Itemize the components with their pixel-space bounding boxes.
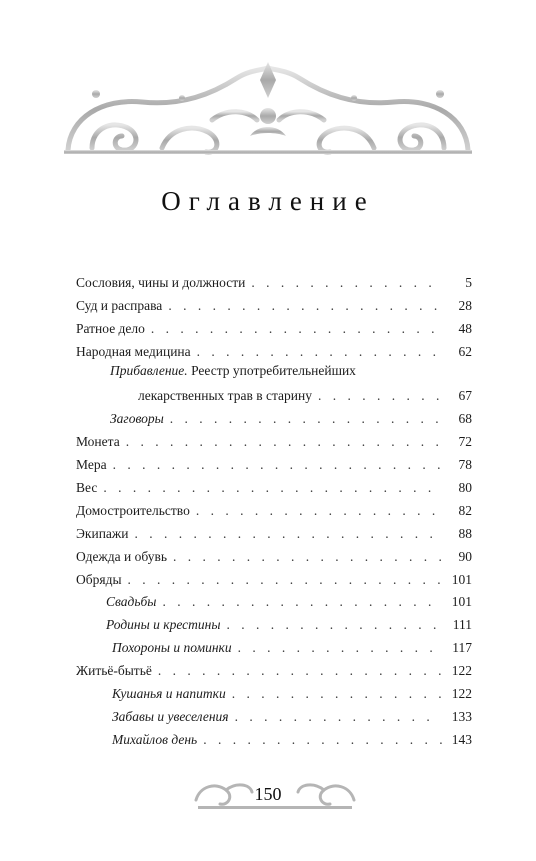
leader-dots bbox=[238, 640, 442, 656]
toc-entry-page: 111 bbox=[452, 617, 472, 633]
toc-entry bbox=[76, 427, 472, 450]
page-title: Оглавление bbox=[161, 186, 375, 216]
toc-entry bbox=[76, 633, 472, 656]
toc-entry bbox=[76, 314, 472, 337]
leader-dots bbox=[168, 298, 442, 314]
toc-entry-label: Экипажи bbox=[76, 525, 129, 541]
toc-entry-multiline bbox=[76, 360, 472, 405]
leader-dots bbox=[128, 572, 442, 588]
toc-entry-page: 68 bbox=[458, 411, 472, 427]
leader-dots bbox=[226, 617, 442, 633]
toc-entry bbox=[76, 565, 472, 588]
toc-entry bbox=[76, 610, 472, 633]
toc-entry bbox=[76, 519, 472, 542]
toc-entry-label: Реестр употребительнейших bbox=[187, 362, 356, 378]
toc-entry-label: Ратное дело bbox=[76, 320, 145, 336]
table-of-contents bbox=[76, 268, 472, 748]
toc-entry-label: Похороны и поминки bbox=[112, 640, 232, 656]
toc-entry-page: 101 bbox=[451, 594, 472, 610]
toc-entry-page: 67 bbox=[458, 388, 472, 404]
toc-entry-page: 122 bbox=[451, 686, 472, 702]
leader-dots bbox=[151, 321, 442, 337]
toc-entry-page: 80 bbox=[458, 480, 472, 496]
toc-entry-page: 72 bbox=[458, 434, 472, 450]
toc-entry-prefix: Прибавление. bbox=[110, 362, 188, 378]
toc-entry-label: Заговоры bbox=[110, 411, 164, 427]
toc-entry-label: Житьё-бытьё bbox=[76, 663, 152, 679]
leader-dots bbox=[235, 709, 442, 725]
toc-entry-label: Народная медицина bbox=[76, 343, 191, 359]
toc-entry-page: 133 bbox=[451, 708, 472, 724]
toc-entry-page: 48 bbox=[458, 320, 472, 336]
leader-dots bbox=[113, 457, 442, 473]
toc-entry bbox=[76, 679, 472, 702]
toc-entry-label: Вес bbox=[76, 480, 98, 496]
toc-entry bbox=[76, 656, 472, 679]
toc-entry-label: Обряды bbox=[76, 571, 122, 587]
toc-entry-page: 88 bbox=[458, 525, 472, 541]
toc-entry bbox=[76, 725, 472, 748]
toc-entry-page: 82 bbox=[458, 502, 472, 518]
toc-entry-page: 90 bbox=[458, 548, 472, 564]
toc-entry-label-continued: лекарственных трав в старину bbox=[138, 388, 312, 404]
toc-entry-page: 122 bbox=[451, 663, 472, 679]
toc-entry-label: Суд и расправа bbox=[76, 297, 163, 313]
toc-entry bbox=[76, 450, 472, 473]
toc-entry-label: Родины и крестины bbox=[106, 617, 221, 633]
toc-entry-line2 bbox=[110, 382, 472, 405]
toc-entry bbox=[76, 291, 472, 314]
toc-entry-page: 117 bbox=[452, 640, 472, 656]
toc-entry bbox=[76, 337, 472, 360]
leader-dots bbox=[232, 686, 442, 702]
toc-entry-line1 bbox=[110, 360, 472, 382]
leader-dots bbox=[251, 275, 442, 291]
toc-entry-label: Забавы и увеселения bbox=[112, 708, 229, 724]
leader-dots bbox=[173, 549, 442, 565]
leader-dots bbox=[196, 503, 442, 519]
toc-entry-label: Мера bbox=[76, 457, 107, 473]
toc-entry bbox=[76, 268, 472, 291]
toc-entry-label: Одежда и обувь bbox=[76, 548, 167, 564]
leader-dots bbox=[134, 526, 442, 542]
toc-entry-label: Кушанья и напитки bbox=[112, 686, 226, 702]
toc-entry-page: 62 bbox=[458, 343, 472, 359]
leader-dots bbox=[158, 663, 442, 679]
header-ornament bbox=[62, 58, 474, 156]
toc-entry bbox=[76, 404, 472, 427]
toc-entry-label: Сословия, чины и должности bbox=[76, 274, 246, 290]
toc-entry bbox=[76, 542, 472, 565]
leader-dots bbox=[103, 480, 442, 496]
leader-dots bbox=[126, 434, 442, 450]
toc-entry-label: Михайлов день bbox=[112, 731, 198, 747]
leader-dots bbox=[203, 732, 442, 748]
toc-entry-page: 28 bbox=[458, 297, 472, 313]
toc-entry bbox=[76, 473, 472, 496]
toc-entry bbox=[76, 496, 472, 519]
toc-entry-page: 5 bbox=[465, 274, 472, 290]
toc-entry bbox=[76, 702, 472, 725]
toc-entry-page: 101 bbox=[451, 571, 472, 587]
toc-entry-label: Монета bbox=[76, 434, 120, 450]
toc-entry-page: 78 bbox=[458, 457, 472, 473]
leader-dots bbox=[318, 388, 442, 404]
leader-dots bbox=[170, 411, 442, 427]
leader-dots bbox=[197, 344, 442, 360]
toc-entry-label: Домостроительство bbox=[76, 502, 190, 518]
toc-entry bbox=[76, 588, 472, 611]
toc-entry-label: Свадьбы bbox=[106, 594, 157, 610]
toc-entry-page: 143 bbox=[451, 731, 472, 747]
page-number: 150 bbox=[254, 784, 282, 804]
leader-dots bbox=[162, 594, 442, 610]
